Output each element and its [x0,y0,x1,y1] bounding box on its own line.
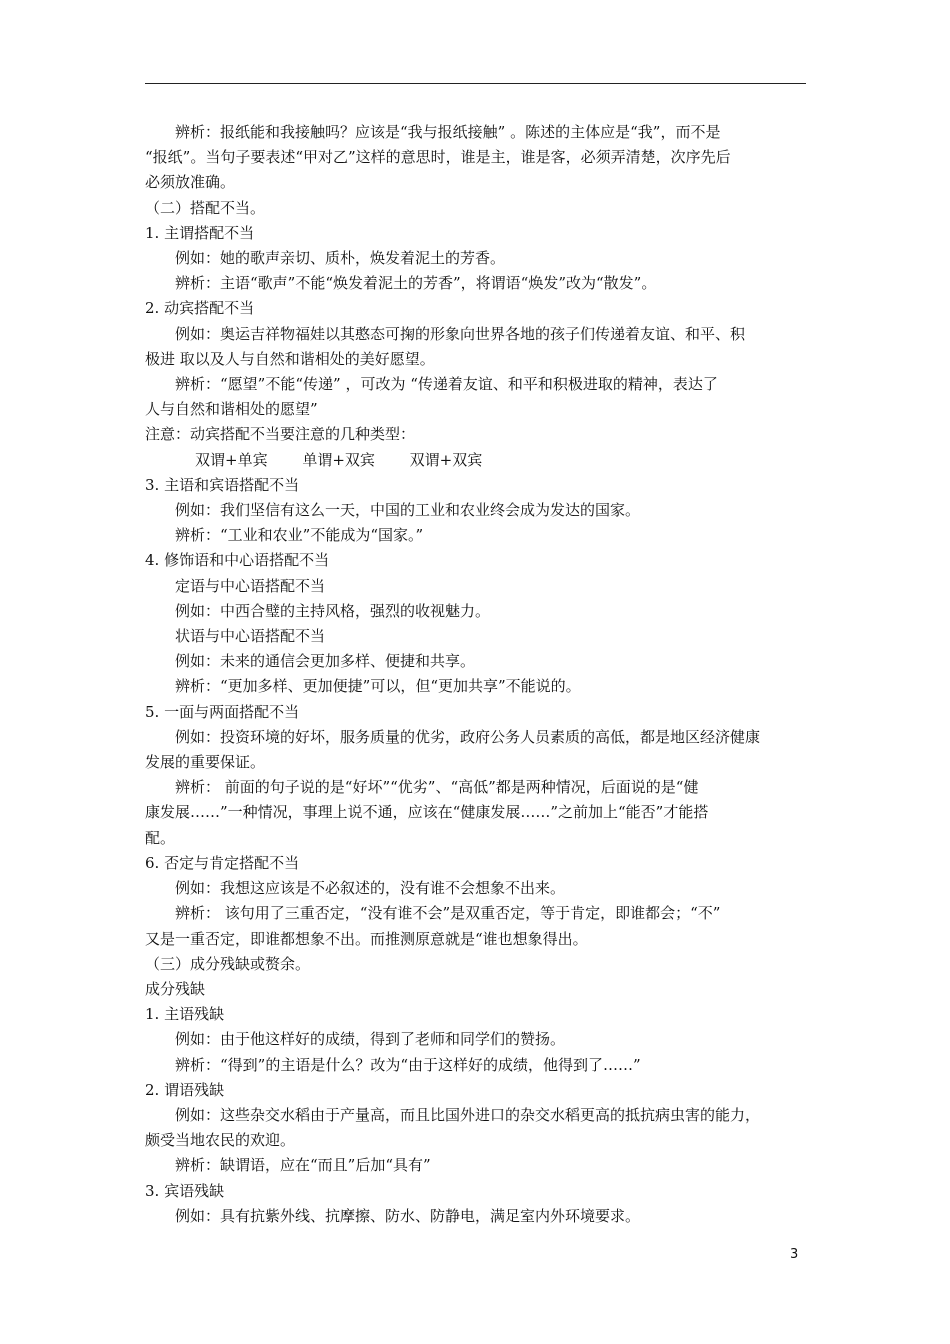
text-line: 又是一重否定，即谁都想象不出。而推测原意就是“谁也想象得出。 [145,929,588,948]
text-line: 辨析：缺谓语，应在“而且”后加“具有” [175,1156,431,1175]
text-line: 3. 宾语残缺 [145,1181,225,1200]
text-line: 注意：动宾搭配不当要注意的几种类型： [145,425,416,444]
text-line: 例如：奥运吉祥物福娃以其憨态可掬的形象向世界各地的孩子们传递着友谊、和平、积 [175,324,746,343]
page-number: 3 [790,1247,799,1262]
text-line: 6. 否定与肯定搭配不当 [145,853,300,872]
text-line: 辨析：“得到”的主语是什么？改为“由于这样好的成绩，他得到了……” [175,1055,641,1074]
text-line: 2. 谓语残缺 [145,1080,225,1099]
text-line: 1. 主语残缺 [145,1005,225,1024]
text-line: 例如：这些杂交水稻由于产量高，而且比国外进口的杂交水稻更高的抵抗病虫害的能力， [175,1105,761,1124]
text-line: 配。 [145,828,176,847]
text-line: 辨析：“工业和农业”不能成为“国家。” [175,526,424,545]
text-line: 必须放准确。 [145,173,236,192]
text-line: 辨析： 前面的句子说的是“好坏”“优劣”、“高低”都是两种情况，后面说的是“健 [175,778,699,797]
text-line: 辨析： 该句用了三重否定，“没有谁不会”是双重否定，等于肯定，即谁都会；“不” [175,904,721,923]
text-line: 辨析：主语“歌声”不能“焕发着泥土的芳香”，将谓语“焕发”改为“散发”。 [175,274,657,293]
text-line: 人与自然和谐相处的愿望” [145,400,318,419]
body-text [145,120,806,1229]
text-line: 状语与中心语搭配不当 [175,627,326,646]
text-line: 发展的重要保证。 [145,753,266,772]
text-line: 定语与中心语搭配不当 [175,576,326,595]
text-line: 1. 主谓搭配不当 [145,223,255,242]
text-line: 双谓+单宾 单谓+双宾 双谓+双宾 [195,450,483,469]
text-line: 例如：具有抗紫外线、抗摩擦、防水、防静电，满足室内外环境要求。 [175,1206,641,1225]
text-line: （二）搭配不当。 [145,198,266,217]
text-line: （三）成分残缺或赘余。 [145,954,311,973]
text-line: “报纸”。当句子要表述“甲对乙”这样的意思时，谁是主，谁是客，必须弄清楚，次序先后 [145,148,731,167]
text-line: 例如：我想这应该是不必叙述的，没有谁不会想象不出来。 [175,879,566,898]
text-line: 颇受当地农民的欢迎。 [145,1131,296,1150]
text-line: 例如：我们坚信有这么一天，中国的工业和农业终会成为发达的国家。 [175,501,641,520]
text-line: 5. 一面与两面搭配不当 [145,702,300,721]
text-line: 辨析：“愿望”不能“传递” ，可改为 “传递着友谊、和平和积极进取的精神，表达了 [175,375,718,394]
text-line: 辨析：“更加多样、更加便捷”可以，但“更加共享”不能说的。 [175,677,581,696]
text-line: 例如：投资环境的好坏，服务质量的优劣，政府公务人员素质的高低，都是地区经济健康 [175,727,761,746]
text-line: 3. 主语和宾语搭配不当 [145,475,300,494]
text-line: 例如：她的歌声亲切、质朴，焕发着泥土的芳香。 [175,249,506,268]
text-line: 例如：由于他这样好的成绩，得到了老师和同学们的赞扬。 [175,1030,566,1049]
text-line: 例如：未来的通信会更加多样、便捷和共享。 [175,652,476,671]
text-line: 辨析：报纸能和我接触吗？应该是“我与报纸接触” 。陈述的主体应是“我”，而不是 [175,123,721,141]
text-line: 4. 修饰语和中心语搭配不当 [145,551,330,570]
text-line: 成分残缺 [145,979,206,998]
text-line: 康发展……”一种情况，事理上说不通，应该在“健康发展……”之前加上“能否”才能搭 [145,803,709,822]
text-line: 极进 取以及人与自然和谐相处的美好愿望。 [145,349,435,368]
header-rule [145,83,806,84]
text-line: 例如：中西合璧的主持风格，强烈的收视魅力。 [175,601,491,620]
text-line: 2. 动宾搭配不当 [145,299,255,318]
